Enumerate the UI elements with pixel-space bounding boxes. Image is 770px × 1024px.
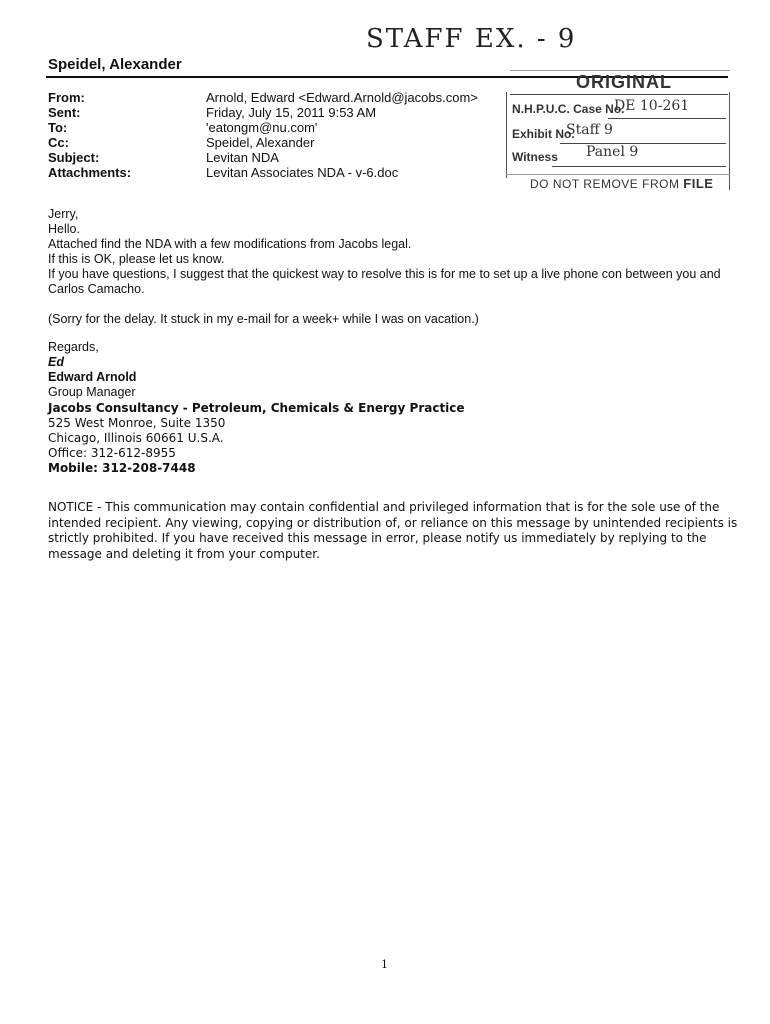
from-label: From: [48, 90, 85, 105]
stamp-right-border [729, 92, 730, 190]
stamp-witness-label: Witness [512, 150, 558, 164]
subject-value: Levitan NDA [206, 150, 279, 165]
attachment-link[interactable]: Levitan Associates NDA - v-6.doc [206, 165, 399, 180]
to-label: To: [48, 120, 68, 135]
signature-address-1: 525 West Monroe, Suite 1350 [48, 416, 226, 430]
signature-office-phone: Office: 312-612-8955 [48, 446, 176, 460]
body-line-4: Carlos Camacho. [48, 282, 145, 296]
greeting: Jerry, [48, 207, 79, 221]
apology-line: (Sorry for the delay. It stuck in my e-mail for a week+ while I was on vacation.) [48, 312, 479, 326]
handwritten-exhibit-label: STAFF EX. - 9 [366, 24, 577, 54]
stamp-footer-text: DO NOT REMOVE FROM [530, 177, 680, 191]
stamp-exhibit-value: Staff 9 [566, 122, 613, 138]
stamp-witness-underline [552, 166, 726, 167]
stamp-exhibit-label: Exhibit No. [512, 127, 575, 141]
page-number: 1 [381, 958, 388, 971]
body-line-3: If you have questions, I suggest that the quickest way to resolve this is for me to set up a live phone con between you and [48, 267, 721, 281]
signoff-ed: Ed [48, 355, 64, 369]
signature-address-2: Chicago, Illinois 60661 U.S.A. [48, 431, 224, 445]
body-line-1: Attached find the NDA with a few modifications from Jacobs legal. [48, 237, 412, 251]
stamp-case-value: DE 10-261 [614, 98, 690, 114]
stamp-bottom-line [506, 174, 730, 175]
stamp-footer-bold: FILE [683, 176, 714, 191]
regards-line: Regards, [48, 340, 99, 354]
stamp-witness-value: Panel 9 [586, 144, 639, 160]
stamp-exhibit-underline [560, 143, 726, 144]
stamp-title: ORIGINAL [576, 72, 672, 92]
cc-value: Speidel, Alexander [206, 135, 315, 150]
subject-label: Subject: [48, 150, 100, 165]
sent-label: Sent: [48, 105, 81, 120]
stamp-top-line [510, 94, 728, 95]
attachments-label: Attachments: [48, 165, 132, 180]
stamp-case-underline [608, 118, 726, 119]
confidentiality-notice: NOTICE - This communication may contain confidential and privileged information that is for the sole use of the intended recipient. Any viewing, copying or distribution of, or reliance on this message by unintended recipients is strictly prohibited. If you have received this message in error, please notify us immediately by replying to the message and deleting it from your computer. [48, 500, 738, 561]
from-value: Arnold, Edward <Edward.Arnold@jacobs.com> [206, 90, 478, 105]
stamp-case-label: N.H.P.U.C. Case No. [512, 102, 625, 116]
hello-line: Hello. [48, 222, 80, 236]
signature-company: Jacobs Consultancy - Petroleum, Chemicals & Energy Practice [48, 401, 465, 415]
sent-value: Friday, July 15, 2011 9:53 AM [206, 105, 377, 120]
signature-title: Group Manager [48, 385, 136, 399]
signature-name: Edward Arnold [48, 370, 137, 384]
cc-label: Cc: [48, 135, 69, 150]
to-value: 'eatongm@nu.com' [206, 120, 318, 135]
header-thin-rule [510, 70, 730, 71]
signature-mobile-phone: Mobile: 312-208-7448 [48, 461, 196, 475]
mailbox-owner-name: Speidel, Alexander [48, 56, 182, 73]
stamp-footer [530, 176, 713, 191]
stamp-left-border [506, 92, 507, 178]
body-line-2: If this is OK, please let us know. [48, 252, 225, 266]
